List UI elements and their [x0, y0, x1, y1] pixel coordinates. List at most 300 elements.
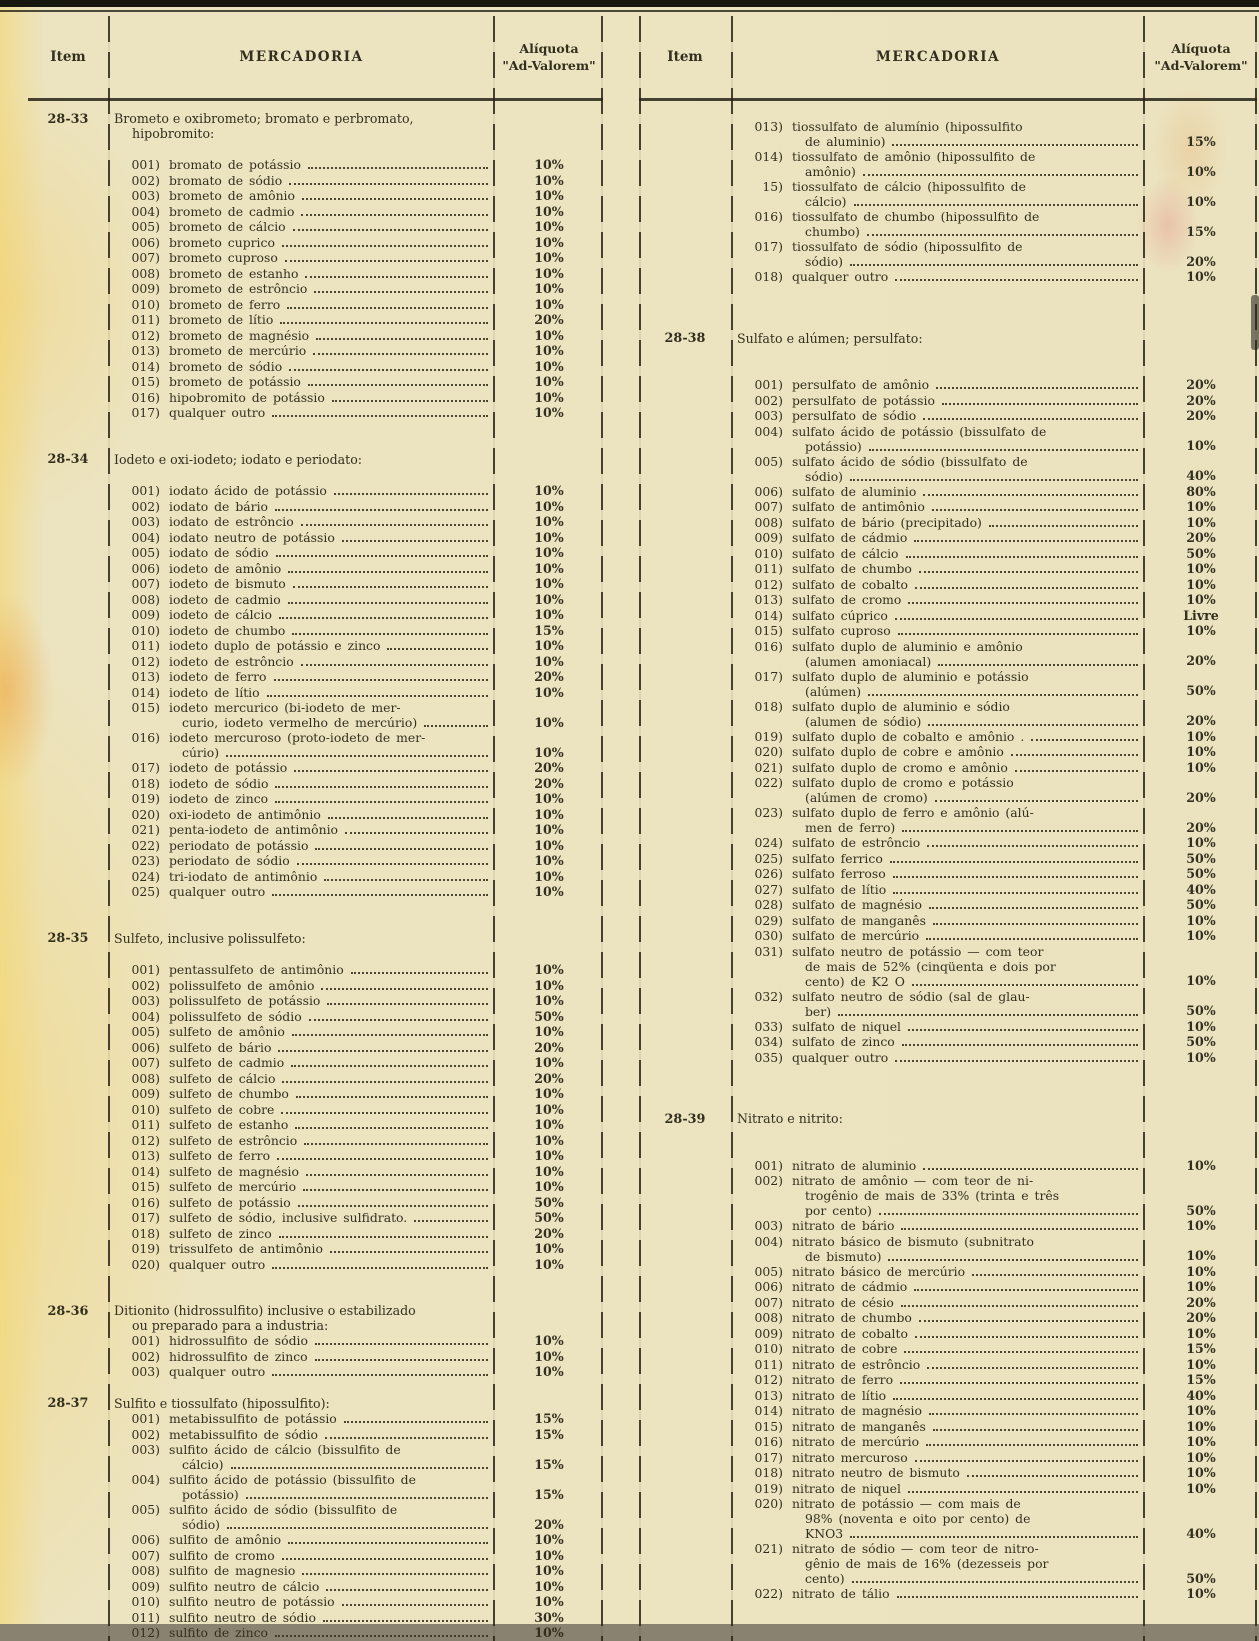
entry-description: sulfeto de estrôncio	[169, 1132, 298, 1148]
row-description	[108, 1411, 495, 1427]
leader-dots	[313, 343, 488, 355]
section-code	[28, 853, 108, 869]
entry-description: persulfato de sódio	[792, 408, 917, 423]
entry	[114, 623, 491, 638]
entry-line	[169, 390, 491, 405]
section-code	[28, 281, 108, 297]
leader-dots	[888, 1249, 1138, 1261]
tariff-entry-row	[28, 685, 603, 701]
row-description	[731, 1357, 1145, 1373]
entry-description: qualquer outro	[792, 269, 889, 284]
section-code	[639, 944, 731, 989]
entry-lines	[169, 1257, 491, 1272]
entry-rate: 10%	[534, 1348, 564, 1364]
section-code	[28, 312, 108, 328]
leader-dots	[308, 157, 488, 169]
entry-lines	[792, 1403, 1141, 1418]
entry-lines	[169, 869, 491, 884]
entry-lines	[792, 530, 1141, 545]
entry-lines	[792, 1050, 1141, 1065]
row-description	[108, 669, 495, 685]
row-description	[108, 1625, 495, 1641]
entry	[114, 530, 491, 545]
row-description	[108, 700, 495, 730]
leader-dots	[287, 297, 488, 309]
row-description	[731, 1034, 1145, 1050]
section-code	[639, 835, 731, 851]
entry	[114, 1442, 491, 1472]
entry	[737, 866, 1141, 881]
entry-line	[792, 669, 1141, 684]
entry-number: 033)	[754, 1018, 783, 1034]
leader-dots	[285, 250, 488, 262]
entry-description: brometo de mercúrio	[169, 343, 307, 358]
entry-rate: 10%	[534, 172, 564, 188]
entry-description: nitrato neutro de bismuto	[792, 1465, 960, 1480]
tariff-entry-row	[28, 978, 603, 994]
entry-line	[805, 469, 1141, 484]
entry	[114, 1502, 491, 1532]
entry-line	[169, 1502, 491, 1517]
entry-rate: 10%	[1186, 928, 1216, 943]
leader-dots	[309, 1009, 488, 1021]
entry-description: brometo cuprico	[169, 234, 275, 250]
entry-number: 018)	[131, 775, 160, 791]
entry	[114, 884, 491, 899]
row-description	[731, 1279, 1145, 1295]
entry-rate: 10%	[534, 1163, 564, 1179]
entry-number: 026)	[754, 866, 783, 881]
section-code	[28, 1164, 108, 1180]
entry-line	[169, 328, 491, 343]
row-description	[108, 266, 495, 282]
entry-lines	[169, 978, 491, 993]
entry-description: potássio)	[182, 1487, 239, 1502]
leader-dots	[935, 790, 1138, 802]
section-code	[28, 204, 108, 220]
header-mercadoria: MERCADORIA	[875, 49, 1001, 65]
row-description	[108, 1610, 495, 1626]
leader-dots	[332, 390, 488, 402]
row-gap	[28, 141, 603, 157]
entry-line	[169, 576, 491, 591]
entry-description: nitrato básico de bismuto (subnitrato	[792, 1233, 1034, 1249]
entry-line	[792, 484, 1141, 499]
row-description	[108, 1442, 495, 1472]
section-code	[639, 1019, 731, 1035]
entry-rate: 30%	[534, 1609, 564, 1625]
leader-dots	[927, 1357, 1138, 1369]
section-code	[639, 1481, 731, 1497]
entry-description: sulfato de niquel	[792, 1018, 902, 1034]
section-code	[639, 1541, 731, 1586]
entry-rate: 10%	[1186, 561, 1216, 576]
section-code	[639, 744, 731, 760]
entry-lines	[792, 639, 1141, 669]
entry-lines	[169, 1333, 491, 1348]
tariff-entry-row	[28, 219, 603, 235]
entry-lines	[792, 1496, 1141, 1541]
section-code: 28-35	[47, 931, 89, 946]
entry-description: men de ferro)	[805, 820, 896, 835]
section-code	[639, 1403, 731, 1419]
leader-dots	[276, 545, 489, 557]
row-description	[731, 639, 1145, 669]
entry-line	[792, 546, 1141, 561]
entry-line	[169, 312, 491, 327]
entry-description: nitrato de chumbo	[792, 1310, 912, 1325]
entry	[737, 775, 1141, 805]
tariff-entry-row	[28, 776, 603, 792]
entry-number: 019)	[754, 1480, 783, 1496]
section-title-line: Sulfeto, inclusive polissulfeto:	[114, 930, 306, 946]
tariff-entry-row	[28, 1117, 603, 1133]
entry-line	[792, 209, 1141, 224]
entry-description: sulfato duplo de aluminio e potássio	[792, 668, 1029, 684]
leader-dots	[308, 374, 488, 386]
entry-description: brometo de cadmio	[169, 203, 295, 219]
entry-rate: 15%	[1186, 1372, 1216, 1387]
entry-number: 015)	[131, 1179, 160, 1194]
entry-lines	[169, 962, 491, 977]
entry	[737, 805, 1141, 835]
entry-lines	[169, 592, 491, 607]
entry-lines	[169, 1349, 491, 1364]
entry	[737, 1019, 1141, 1034]
section-code	[28, 791, 108, 807]
entry-description: bromato de sódio	[169, 172, 283, 188]
leader-dots	[288, 561, 488, 573]
entry-line	[792, 1326, 1141, 1341]
entry-rate: 15%	[534, 1426, 564, 1442]
entry-description: iodeto de sódio	[169, 775, 269, 791]
section-code	[639, 1341, 731, 1357]
leader-dots	[275, 1625, 488, 1637]
entry-lines	[792, 424, 1141, 454]
entry-line	[792, 944, 1141, 959]
entry-line	[169, 1024, 491, 1039]
entry-lines	[792, 1034, 1141, 1049]
leader-dots	[289, 359, 488, 371]
entry-line	[792, 1310, 1141, 1325]
leader-dots	[272, 884, 488, 896]
entry	[114, 297, 491, 312]
entry-line	[805, 1511, 1141, 1526]
entry-rate: 20%	[1186, 530, 1216, 545]
section-code	[28, 297, 108, 313]
leader-dots	[314, 281, 488, 293]
entry-number: 002)	[131, 172, 160, 188]
entry-lines	[792, 623, 1141, 638]
entry-number: 024)	[754, 835, 783, 850]
row-description	[108, 1548, 495, 1564]
entry-rate: 10%	[534, 806, 564, 822]
section-code	[639, 1279, 731, 1295]
entry-description: sulfeto de zinco	[169, 1225, 272, 1241]
entry-lines	[169, 235, 491, 250]
row-description	[731, 561, 1145, 577]
entry-line	[169, 962, 491, 977]
leader-dots	[288, 1532, 488, 1544]
entry-description: periodato de sódio	[169, 853, 290, 868]
entry	[114, 1610, 491, 1625]
entry-rate: 15%	[1186, 1341, 1216, 1356]
entry-number: 017)	[131, 1210, 160, 1225]
row-description	[108, 1579, 495, 1595]
entry-lines	[169, 760, 491, 775]
row-description	[731, 1295, 1145, 1311]
entry-rate: 15%	[1186, 133, 1216, 149]
section-code	[28, 1195, 108, 1211]
entry-rate: 10%	[1186, 499, 1216, 514]
leader-dots	[414, 1210, 488, 1222]
entry	[114, 1411, 491, 1426]
entry-lines	[792, 1264, 1141, 1279]
entry-line	[805, 714, 1141, 729]
entry-description: periodato de potássio	[169, 837, 309, 853]
entry	[737, 1050, 1141, 1065]
section-code	[28, 514, 108, 530]
section-code	[639, 623, 731, 639]
entry-line	[169, 1195, 491, 1210]
entry-description: iodato ácido de potássio	[169, 483, 327, 498]
entry	[114, 312, 491, 327]
entry-number: 009)	[754, 1325, 783, 1341]
leader-dots	[344, 1411, 488, 1423]
section-code	[28, 1210, 108, 1226]
entry-rate: 10%	[534, 1101, 564, 1117]
header-item: Item	[667, 49, 703, 65]
section-code	[28, 1532, 108, 1548]
entry-description: iodeto de zinco	[169, 791, 269, 806]
tariff-entry-row	[28, 250, 603, 266]
entry-line	[792, 805, 1141, 820]
tariff-entry-row	[28, 1257, 603, 1273]
leader-dots	[231, 1457, 489, 1469]
entry-lines	[792, 928, 1141, 943]
entry-line	[792, 592, 1141, 607]
section-code	[639, 1496, 731, 1541]
leader-dots	[325, 1427, 488, 1439]
section-code	[28, 962, 108, 978]
tariff-section-row	[28, 452, 603, 468]
entry-description: iodeto duplo de potássio e zinco	[169, 638, 381, 653]
entry	[114, 157, 491, 172]
entry-number: 016)	[754, 638, 783, 654]
entry-lines	[792, 1388, 1141, 1403]
section-code	[28, 561, 108, 577]
leader-dots	[1015, 760, 1138, 772]
table-body-left	[28, 101, 603, 1641]
entry-rate: 10%	[534, 250, 564, 265]
entry-description: de aluminio)	[805, 134, 886, 149]
section-code	[28, 1055, 108, 1071]
row-description	[731, 1496, 1145, 1541]
row-description	[731, 669, 1145, 699]
entry-number: 022)	[754, 1586, 783, 1601]
entry-lines	[792, 179, 1141, 209]
entry-description: sódio)	[182, 1517, 221, 1532]
leader-dots	[919, 561, 1138, 573]
entry	[114, 760, 491, 775]
entry-number: 004)	[131, 203, 160, 219]
row-description	[731, 1465, 1145, 1481]
section-code	[28, 760, 108, 776]
row-description	[731, 1372, 1145, 1388]
entry	[737, 1388, 1141, 1403]
entry	[114, 791, 491, 806]
leader-dots	[345, 822, 488, 834]
entry-description: sulfato de cromo	[792, 592, 902, 607]
entry-lines	[169, 1024, 491, 1039]
row-description	[108, 157, 495, 173]
row-description	[108, 978, 495, 994]
entry-line	[169, 1625, 491, 1640]
entry	[737, 669, 1141, 699]
section-code	[639, 1450, 731, 1466]
leader-dots	[306, 1164, 488, 1176]
entry	[114, 700, 491, 730]
entry-line	[792, 897, 1141, 912]
entry-description: brometo de amônio	[169, 188, 295, 203]
entry-rate: 10%	[534, 1148, 564, 1163]
entry-number: 010)	[754, 545, 783, 561]
section-code	[28, 1148, 108, 1164]
entry-rate: 10%	[534, 545, 564, 560]
row-gap	[28, 1272, 603, 1303]
row-description	[108, 1133, 495, 1149]
entry-rate: 10%	[534, 837, 564, 853]
entry-lines	[169, 561, 491, 576]
entry-line	[169, 638, 491, 653]
entry	[114, 822, 491, 837]
entry-number: 019)	[131, 791, 160, 806]
leader-dots	[895, 608, 1138, 620]
entry-lines	[792, 897, 1141, 912]
entry-lines	[169, 530, 491, 545]
row-description	[731, 1158, 1145, 1174]
entry-rate: 10%	[534, 1532, 564, 1547]
leader-dots	[272, 405, 488, 417]
entry-number: 006)	[754, 483, 783, 499]
entry-rate: 10%	[534, 684, 564, 700]
row-description	[108, 204, 495, 220]
column-rule	[731, 16, 733, 1641]
section-code: 28-39	[664, 1111, 706, 1127]
row-description	[108, 1086, 495, 1102]
entry-lines	[792, 484, 1141, 499]
entry-line	[169, 483, 491, 498]
entry-description: sulfeto de amônio	[169, 1024, 285, 1039]
entry-number: 005)	[131, 1502, 160, 1517]
row-description	[108, 654, 495, 670]
entry-description: metabissulfito de sódio	[169, 1426, 319, 1442]
section-code	[639, 119, 731, 149]
entry	[737, 1218, 1141, 1233]
entry-rate: 10%	[534, 203, 564, 219]
leader-dots	[301, 514, 488, 526]
entry-description: iodeto de cálcio	[169, 607, 272, 622]
header-aliquota	[495, 40, 603, 74]
row-description	[108, 405, 495, 421]
leader-dots	[838, 1004, 1138, 1016]
tariff-entry-row	[28, 483, 603, 499]
entry-rate: 10%	[534, 591, 564, 607]
entry-lines	[169, 1563, 491, 1578]
entry	[737, 149, 1141, 179]
entry	[737, 1450, 1141, 1465]
entry-rate: 10%	[534, 1563, 564, 1578]
row-description	[731, 928, 1145, 944]
entry-lines	[792, 119, 1141, 149]
header-aliquota-line2: "Ad-Valorem"	[1154, 58, 1248, 73]
entry-line	[792, 1450, 1141, 1465]
tariff-entry-row	[28, 1164, 603, 1180]
leader-dots	[274, 669, 489, 681]
section-code	[28, 822, 108, 838]
leader-dots	[895, 1050, 1138, 1062]
entry-number: 004)	[754, 1233, 783, 1249]
entry-number: 027)	[754, 881, 783, 897]
section-code	[28, 592, 108, 608]
entry-number: 035)	[754, 1049, 783, 1065]
entry-lines	[169, 1071, 491, 1086]
entry-lines	[169, 791, 491, 806]
entry-number: 004)	[131, 1008, 160, 1024]
entry-rate: 10%	[534, 977, 564, 993]
section-code	[639, 499, 731, 515]
leader-dots	[296, 1086, 488, 1098]
entry-rate: 10%	[534, 653, 564, 669]
entry-description: chumbo)	[805, 224, 860, 239]
entry-number: 015)	[131, 700, 160, 715]
entry-number: 014)	[131, 358, 160, 374]
entry-description: nitrato de sódio — com teor de nitro-	[792, 1541, 1039, 1556]
row-description	[108, 343, 495, 359]
entry-number: 001)	[131, 1411, 160, 1426]
entry-description: sulfato de cálcio	[792, 545, 899, 561]
section-code	[28, 1333, 108, 1349]
entry-rate: 10%	[534, 1241, 564, 1256]
section-code	[28, 1071, 108, 1087]
entry-rate: 10%	[1186, 592, 1216, 607]
entry-line	[805, 1571, 1141, 1586]
leader-dots	[926, 1434, 1138, 1446]
entry-lines	[792, 775, 1141, 805]
tariff-entry-row	[28, 1349, 603, 1365]
section-code	[639, 592, 731, 608]
entry-rate	[1145, 1126, 1257, 1127]
entry-rate: 10%	[534, 296, 564, 312]
entry-description: oxi-iodeto de antimônio	[169, 806, 321, 822]
entry-line	[169, 188, 491, 203]
entry-number: 029)	[754, 912, 783, 928]
tariff-entry-row	[28, 638, 603, 654]
entry	[114, 1148, 491, 1163]
entry-number: 014)	[754, 1403, 783, 1418]
entry-lines	[169, 638, 491, 653]
entry-rate: 40%	[1186, 1387, 1216, 1403]
entry	[114, 219, 491, 234]
leader-dots	[275, 499, 488, 511]
entry	[114, 685, 491, 700]
entry-description: sulfito de amônio	[169, 1532, 282, 1547]
entry-number: 018)	[754, 269, 783, 284]
entry-line	[792, 1158, 1141, 1173]
entry	[114, 1625, 491, 1640]
entry-line	[805, 194, 1141, 209]
section-code	[639, 1034, 731, 1050]
